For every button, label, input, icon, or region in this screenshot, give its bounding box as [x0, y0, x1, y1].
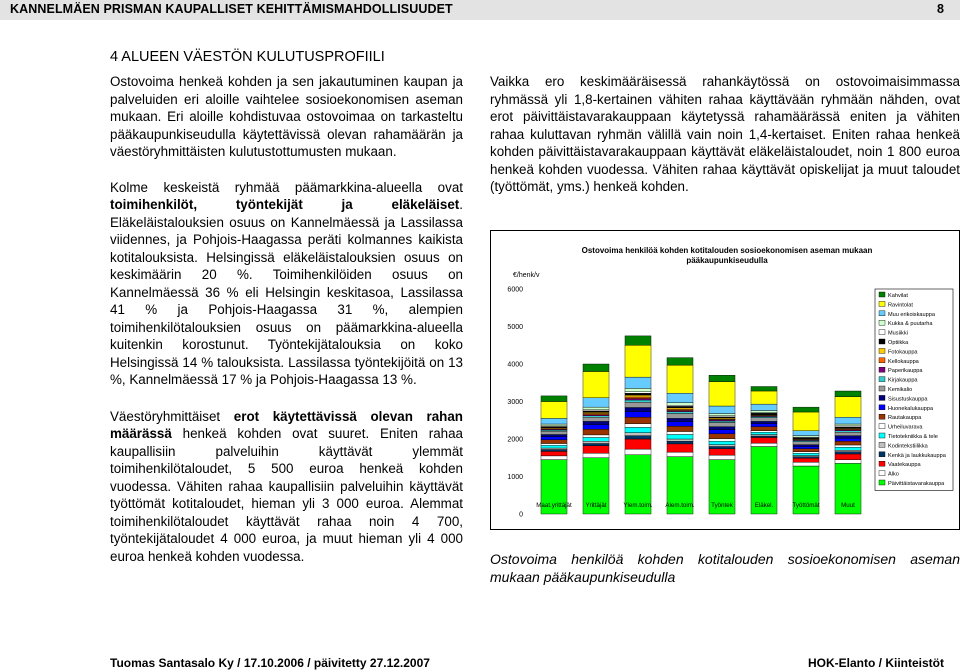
legend-label: Optiikka — [888, 340, 909, 346]
legend-label: Kenkä ja laukkukauppa — [888, 452, 946, 459]
bar-segment — [541, 440, 567, 444]
bar-segment — [709, 441, 735, 444]
bar-segment — [625, 417, 651, 423]
bar-segment — [541, 424, 567, 426]
legend-swatch — [879, 320, 885, 325]
bar-segment — [625, 388, 651, 391]
bar-segment — [667, 365, 693, 393]
page-header — [0, 0, 960, 20]
x-tick-label: Työttömät — [792, 502, 820, 509]
legend-swatch — [879, 367, 885, 372]
chart-caption: Ostovoima henkilöä kohden kotitalouden sosioekonomisen aseman mukaan pääkaupunkiseudulla — [490, 551, 960, 585]
bar-segment — [625, 433, 651, 436]
bar-segment — [793, 453, 819, 455]
bar-segment — [709, 421, 735, 423]
y-tick-label: 3000 — [507, 399, 523, 406]
bar-segment — [751, 421, 777, 423]
left-column — [110, 73, 463, 565]
bar-segment — [625, 377, 651, 388]
bar-segment — [793, 442, 819, 445]
bar-segment — [625, 436, 651, 439]
bar-segment — [625, 412, 651, 418]
legend-label: Paperikauppa — [888, 368, 923, 375]
legend-label: Huonekalukauppa — [888, 405, 934, 412]
bar-segment — [709, 427, 735, 430]
legend-swatch — [879, 433, 885, 438]
bar-segment — [625, 397, 651, 399]
legend-swatch — [879, 452, 885, 457]
bar-segment — [835, 417, 861, 424]
bar-segment — [709, 445, 735, 447]
legend-swatch — [879, 461, 885, 466]
stacked-bar-chart — [490, 230, 960, 530]
page-number: 8 — [937, 2, 944, 16]
bar-segment — [751, 427, 777, 431]
bar-segment — [625, 408, 651, 412]
legend-swatch — [879, 424, 885, 429]
bar-segment — [583, 444, 609, 446]
bar-segment — [835, 397, 861, 418]
legend-label: Kodintekstiilikka — [888, 443, 928, 450]
bar-segment — [541, 451, 567, 456]
bar-segment — [583, 453, 609, 458]
legend-label: Päivittäistavarakauppa — [888, 481, 945, 487]
bar-segment — [835, 441, 861, 445]
bar-segment — [709, 447, 735, 449]
bar-segment — [583, 421, 609, 424]
bar-segment — [583, 416, 609, 418]
section-title: 4 ALUEEN VÄESTÖN KULUTUSPROFIILI — [110, 49, 385, 65]
bar-segment — [751, 424, 777, 427]
legend-label: Musiikki — [888, 330, 908, 337]
bar-segment — [625, 449, 651, 455]
legend-label: Urheiluvarava — [888, 424, 923, 431]
bar-segment — [709, 414, 735, 416]
bar-segment — [709, 375, 735, 381]
bar-segment — [793, 431, 819, 436]
bar-segment — [541, 456, 567, 460]
bar-segment — [709, 430, 735, 434]
bar-segment — [709, 423, 735, 427]
legend-swatch — [879, 480, 885, 485]
bar-segment — [793, 445, 819, 447]
bar-segment — [583, 435, 609, 438]
legend-swatch — [879, 348, 885, 353]
bar-segment — [835, 450, 861, 452]
left-paragraph-3 — [110, 408, 463, 566]
bar-segment — [541, 448, 567, 450]
legend-swatch — [879, 358, 885, 363]
bar-segment — [835, 432, 861, 435]
bar-segment — [835, 452, 861, 454]
bar-segment — [835, 424, 861, 426]
bar-segment — [667, 426, 693, 431]
bar-segment — [835, 438, 861, 441]
legend-swatch — [879, 292, 885, 297]
bar-segment — [541, 444, 567, 446]
bar-segment — [541, 445, 567, 448]
bar-segment — [625, 439, 651, 449]
footer-client: HOK-Elanto / Kiinteistöt — [808, 656, 944, 670]
bar-segment — [751, 432, 777, 434]
bar-segment — [583, 446, 609, 454]
bar-segment — [541, 396, 567, 402]
bar-segment — [541, 402, 567, 419]
bar-segment — [583, 398, 609, 407]
legend-swatch — [879, 311, 885, 316]
bar-segment — [625, 393, 651, 395]
bar-segment — [583, 417, 609, 421]
bar-segment — [835, 454, 861, 460]
bar-segment — [835, 445, 861, 447]
bar-segment — [625, 395, 651, 397]
left-paragraph-2 — [110, 179, 463, 389]
footer-author: Tuomas Santasalo Ky / 17.10.2006 / päivitetty 27.12.2007 — [110, 656, 430, 670]
bar-segment — [625, 402, 651, 407]
right-paragraph-1: Vaikka ero keskimääräisessä rahankäytössä on ostovoimaisimmassa ryhmässä yli 1,8-kertainen vähiten rahaa käyttävään ryhmään nähden, ovat erot päivittäistavarakauppaan käytetyssä rahamäärässä eniten ja vähiten rahaa kuluttavan ryhmän välillä vain noin 1,4-kertaiset. Eniten rahaa henkeä kohden päivittäistavarakauppaan käyttävät eläkeläistaloudet, noin 1 800 euroa henkeä kohden vuodessa. Vähiten rahaa käyttävät opiskelijat ja muut taloudet (työttömät, yms.) henkeä kohden. — [490, 74, 960, 194]
legend-label: Rautakauppa — [888, 415, 922, 422]
y-tick-label: 5000 — [507, 324, 523, 331]
p3-lead: Väestöryhmittäiset — [110, 408, 234, 424]
legend-label: Vaatekauppa — [888, 462, 921, 469]
bar-segment — [709, 455, 735, 460]
bar-segment — [793, 462, 819, 466]
legend-swatch — [879, 471, 885, 476]
bar-segment — [583, 438, 609, 442]
p2-lead: Kolme keskeistä ryhmää päämarkkina-alueella ovat — [110, 179, 463, 195]
bar-segment — [751, 431, 777, 433]
x-tick-label: Muut — [841, 502, 855, 509]
p3-bold: erot käytettävissä olevan rahan määrässä — [110, 408, 463, 441]
bar-segment — [583, 364, 609, 372]
legend-label: Kirjakauppa — [888, 377, 918, 384]
bar-segment — [667, 403, 693, 406]
bar-segment — [835, 447, 861, 450]
y-tick-label: 2000 — [507, 436, 523, 444]
chart-title-line-1: Ostovoima henkilöä kohden kotitalouden sosioekonomisen aseman mukaan — [581, 246, 873, 255]
p3-rest: henkeä kohden ovat suuret. Eniten rahaa kaupallisiin palveluihin käyttävät ylemmät toimihenkilötaloudet, 5 500 euroa henkeä kohden vuodessa. Vähiten rahaa kaupallisiin palveluihin käyttävät työttömät kotitaloudet, hieman yli 3 000 euroa. Alemmat toimihenkilötaloudet käyttävät rahaa noin 4 700, työntekijätaloudet 4 000 euroa, ja muut hieman yli 4 000 euroa henkeä kohden vuodessa. — [110, 426, 463, 564]
legend-swatch — [879, 301, 885, 306]
chart-canvas — [491, 231, 959, 529]
bar-segment — [667, 414, 693, 419]
x-tick-label: Ylem.toim. — [623, 502, 653, 509]
header-title: KANNELMÄEN PRISMAN KAUPALLISET KEHITTÄMISMAHDOLLISUUDET — [10, 2, 453, 16]
legend-swatch — [879, 386, 885, 391]
bar-segment — [835, 431, 861, 433]
bar-segment — [583, 407, 609, 410]
bar-segment — [667, 422, 693, 427]
y-tick-label: 0 — [519, 511, 523, 519]
bar-segment — [583, 429, 609, 435]
y-axis-label: €/henk/v — [513, 272, 540, 279]
legend-swatch — [879, 405, 885, 410]
bar-segment — [667, 406, 693, 408]
legend-label: Kellokauppa — [888, 358, 919, 365]
legend-box — [875, 289, 953, 490]
legend-swatch — [879, 442, 885, 447]
bar-segment — [793, 412, 819, 431]
bar-segment — [751, 443, 777, 446]
bar-segment — [793, 447, 819, 449]
legend-label: Kahvilat — [888, 293, 908, 299]
bar-segment — [793, 449, 819, 452]
bar-segment — [793, 452, 819, 454]
x-tick-label: Alem.toim. — [665, 502, 695, 509]
left-paragraph-1: Ostovoima henkeä kohden ja sen jakautuminen kaupan ja palveluiden eri aloille vaihtelee sosioekonomisen aseman mukaan. Eri aloille kohdistuvaa ostovoimaa on tarkasteltu pääkaupunkiseudulla käytettävissä olevan rahamäärän ja väestöryhmittäisten kulutustottumusten mukaan. — [110, 74, 463, 159]
legend-swatch — [879, 414, 885, 419]
bar-segment — [667, 418, 693, 421]
legend-label: Alko — [888, 471, 899, 478]
bar-segment — [667, 452, 693, 457]
bar-segment — [625, 345, 651, 377]
bar-segment — [709, 439, 735, 442]
bar-segment — [541, 431, 567, 434]
bar-segment — [667, 412, 693, 414]
legend-swatch — [879, 339, 885, 344]
bar-segment — [625, 400, 651, 402]
bar-segment — [835, 460, 861, 464]
bar-segment — [835, 436, 861, 439]
bar-segment — [751, 418, 777, 422]
legend-label: Ravintolat — [888, 302, 913, 309]
legend-swatch — [879, 377, 885, 382]
legend-label: Sisustuskauppa — [888, 396, 928, 403]
bar-segment — [583, 441, 609, 443]
bar-segment — [667, 439, 693, 441]
bar-segment — [667, 441, 693, 444]
bar-segment — [583, 372, 609, 398]
legend-label: Muu erikoiskauppa — [888, 311, 935, 318]
x-tick-label: Eläkel. — [754, 502, 774, 509]
bar-segment — [751, 438, 777, 444]
y-tick-label: 4000 — [507, 361, 523, 369]
bar-segment — [667, 393, 693, 402]
bar-segment — [667, 408, 693, 410]
bar-segment — [625, 427, 651, 432]
bar-segment — [793, 458, 819, 462]
bar-segment — [583, 411, 609, 413]
x-tick-label: Yrittäjät — [585, 502, 607, 509]
bar-segment — [793, 457, 819, 459]
bar-segment — [625, 392, 651, 394]
bar-segment — [835, 391, 861, 397]
bar-segment — [751, 387, 777, 392]
bar-segment — [625, 399, 651, 401]
bar-segment — [709, 382, 735, 406]
legend-label: Kukka & puutarha — [888, 321, 933, 328]
y-tick-label: 6000 — [507, 286, 523, 294]
x-tick-label: Maat.yrittäjät — [536, 502, 572, 509]
chart-title-line-2: pääkaupunkiseudulla — [686, 256, 768, 265]
legend-swatch — [879, 330, 885, 335]
legend-label: Tietotekniikka & tele — [888, 434, 938, 440]
bar-segment — [751, 435, 777, 437]
bar-segment — [709, 434, 735, 439]
bar-segment — [541, 435, 567, 437]
p2-rest: . Eläkeläistalouksien osuus on Kannelmäessä ja Lassilassa viidennes, ja Pohjois-Haagassa peräti kolmannes kaikista kotitalouksista. Helsingissä eläkeläistalouksien osuus on keskimäärin 20 %. Toimihenkilöiden osuus on Kannelmäessä 36 % eli Helsingin keskitasoa, Lassilassa 41 % ja Pohjois-Haagassa 31 %, alempien toimihenkilötalouksien osuus on päämarkkina-alueella kuitenkin korostunut. Työntekijätalouksia on koko Helsingissä 14 % talouksista. Lassilassa työntekijöitä on 13 %, Kannelmäessä 17 % ja Pohjois-Haagassa 13 %. — [110, 197, 463, 387]
bar-segment — [709, 406, 735, 414]
bar-segment — [583, 425, 609, 430]
bar-segment — [793, 436, 819, 438]
bar-segment — [709, 449, 735, 455]
bar-segment — [751, 391, 777, 404]
bar-segment — [541, 418, 567, 424]
bar-segment — [625, 424, 651, 428]
bar-segment — [625, 336, 651, 345]
right-column — [490, 73, 960, 196]
bar-segment — [751, 413, 777, 415]
bar-segment — [541, 437, 567, 440]
bar-segment — [751, 436, 777, 438]
bar-segment — [751, 411, 777, 413]
bar-segment — [667, 432, 693, 435]
p2-bold: toimihenkilöt, työntekijät ja eläkeläiset — [110, 197, 460, 212]
bar-segment — [667, 435, 693, 440]
bar-segment — [541, 450, 567, 452]
bar-segment — [667, 444, 693, 452]
x-tick-label: Työntek — [711, 502, 733, 509]
bar-segment — [751, 404, 777, 410]
legend-label: Kemikalio — [888, 387, 913, 393]
bar-segment — [667, 358, 693, 366]
legend-label: Fotokauppa — [888, 349, 918, 356]
y-tick-label: 1000 — [507, 474, 523, 481]
legend-swatch — [879, 395, 885, 400]
bar-segment — [793, 407, 819, 412]
